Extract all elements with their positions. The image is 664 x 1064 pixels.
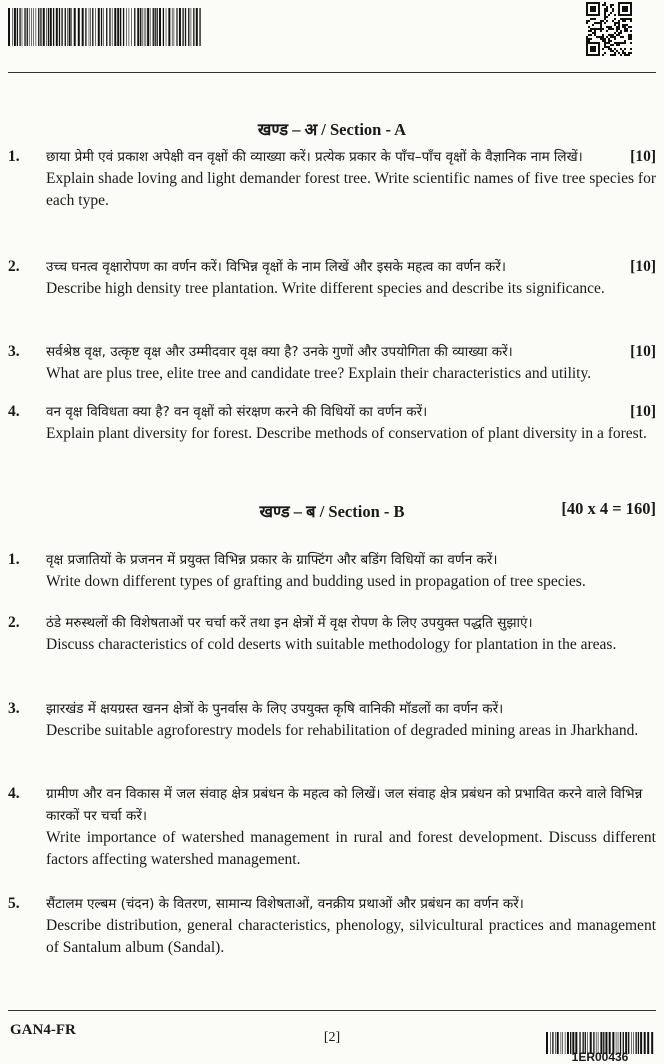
section-a-question-4 bbox=[8, 401, 656, 445]
section-b-heading: खण्ड – ब / Section - B bbox=[259, 502, 405, 521]
section-a-question-1 bbox=[8, 146, 656, 212]
question-hindi: झारखंड में क्षयग्रस्त खनन क्षेत्रों के पुनर्वास के लिए उपयुक्त कृषि वानिकी मॉडलों का वर्णन करें। bbox=[46, 701, 504, 717]
page-number: [2] bbox=[323, 1030, 341, 1045]
question-hindi: वन वृक्ष विविधता क्या है? वन वृक्षों को संरक्षण करने की विधियों का वर्णन करें। [10] bbox=[46, 401, 656, 423]
question-english: Describe high density tree plantation. Write different species and describe its significance. bbox=[46, 280, 605, 297]
question-number: 1. bbox=[8, 148, 20, 165]
question-hindi: छाया प्रेमी एवं प्रकाश अपेक्षी वन वृक्षों की व्याख्या करें। प्रत्येक प्रकार के पाँच–पाँच वृक्षों के वैज्ञानिक नाम लिखें। [10] bbox=[46, 146, 656, 168]
question-hindi: सैंटालम एल्बम (चंदन) के वितरण, सामान्य विशेषताओं, वनक्रीय प्रथाओं और प्रबंधन का वर्णन करें। bbox=[46, 896, 524, 912]
question-english: Describe suitable agroforestry models for rehabilitation of degraded mining areas in Jharkhand. bbox=[46, 722, 639, 739]
question-number: 2. bbox=[8, 258, 20, 275]
section-b-question-2 bbox=[8, 612, 656, 656]
question-english: Explain plant diversity for forest. Describe methods of conservation of plant diversity in a forest. bbox=[46, 425, 647, 442]
top-barcode bbox=[8, 8, 202, 46]
question-hindi: वृक्ष प्रजातियों के प्रजनन में प्रयुक्त विभिन्न प्रकार के ग्राफ्टिंग और बडिंग विधियों का वर्णन करें। bbox=[46, 552, 498, 568]
question-number: 4. bbox=[8, 785, 20, 802]
bottom-rule bbox=[8, 1010, 656, 1011]
section-b-marks: [40 x 4 = 160] bbox=[561, 499, 656, 518]
question-hindi: ग्रामीण और वन विकास में जल संवाह क्षेत्र प्रबंधन के महत्व को लिखें। जल संवाह क्षेत्र प्रबंधन को प्रभावित करने वाले विभिन्न कारकों पर चर्चा करें। bbox=[46, 786, 643, 824]
section-a-heading: खण्ड – अ / Section - A bbox=[257, 120, 407, 139]
question-english: Describe distribution, general characteristics, phenology, silvicultural practices and management of Santalum album (Sandal). bbox=[46, 917, 656, 956]
top-rule bbox=[8, 72, 656, 73]
question-english: What are plus tree, elite tree and candidate tree? Explain their characteristics and utility. bbox=[46, 365, 592, 382]
question-hindi: उच्च घनत्व वृक्षारोपण का वर्णन करें। विभिन्न वृक्षों के नाम लिखें और इसके महत्व का वर्णन करें। [10] bbox=[46, 256, 656, 278]
question-hindi: सर्वश्रेष्ठ वृक्ष, उत्कृष्ट वृक्ष और उम्मीदवार वृक्ष क्या है? उनके गुणों और उपयोगिता की व्याख्या करें। [10] bbox=[46, 341, 656, 363]
question-marks: [10] bbox=[630, 148, 656, 165]
question-marks: [10] bbox=[630, 258, 656, 275]
question-english: Write importance of watershed management in rural and forest development. Discuss different factors affecting watershed management. bbox=[46, 829, 656, 868]
question-hindi: ठंडे मरुस्थलों की विशेषताओं पर चर्चा करें तथा इन क्षेत्रों में वृक्ष रोपण के लिए उपयुक्त पद्धति सुझाएं। bbox=[46, 615, 533, 631]
section-a-question-2 bbox=[8, 256, 656, 300]
section-a-question-3 bbox=[8, 341, 656, 385]
question-number: 3. bbox=[8, 700, 20, 717]
question-english: Discuss characteristics of cold deserts with suitable methodology for plantation in the areas. bbox=[46, 636, 617, 653]
question-marks: [10] bbox=[630, 403, 656, 420]
qr-code bbox=[586, 2, 632, 56]
question-number: 5. bbox=[8, 895, 20, 912]
section-b-question-4 bbox=[8, 783, 656, 871]
barcode-number: 1ER00436 bbox=[571, 1050, 629, 1064]
question-number: 4. bbox=[8, 403, 20, 420]
section-b-question-1 bbox=[8, 549, 656, 593]
paper-code: GAN4-FR bbox=[10, 1022, 76, 1038]
section-b-question-5 bbox=[8, 893, 656, 959]
question-number: 2. bbox=[8, 614, 20, 631]
question-english: Explain shade loving and light demander forest tree. Write scientific names of five tree species for each type. bbox=[46, 170, 656, 209]
question-number: 3. bbox=[8, 343, 20, 360]
section-b-question-3 bbox=[8, 698, 656, 742]
question-english: Write down different types of grafting and budding used in propagation of tree species. bbox=[46, 573, 586, 590]
question-number: 1. bbox=[8, 551, 20, 568]
question-marks: [10] bbox=[630, 343, 656, 360]
